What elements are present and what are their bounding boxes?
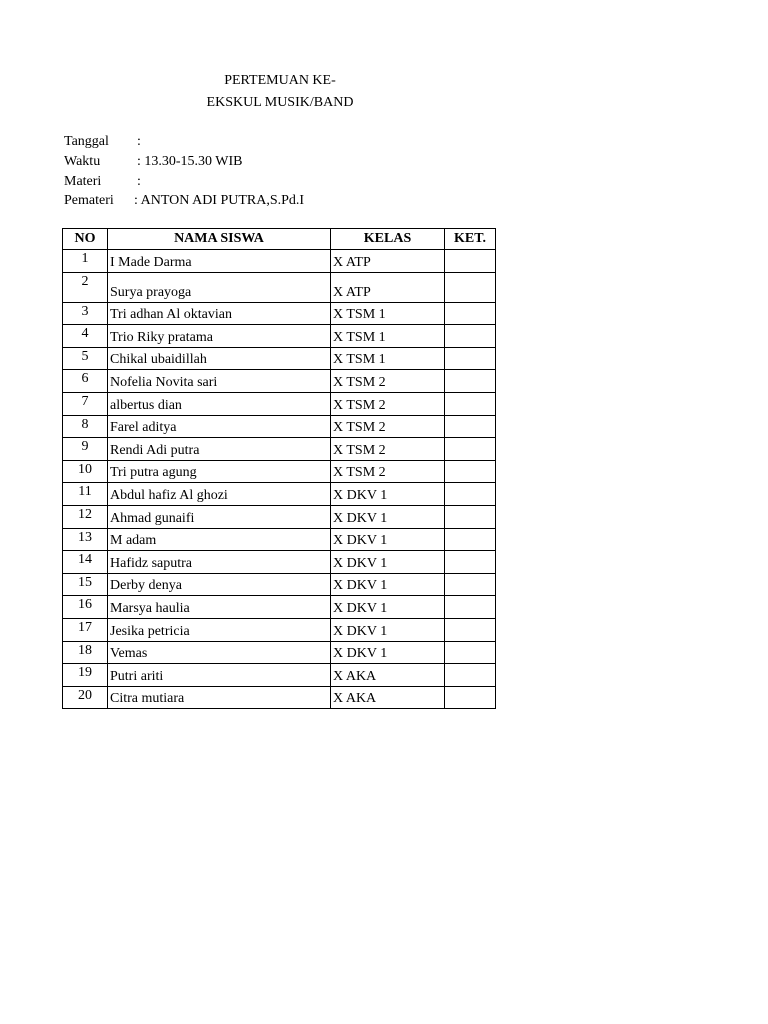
- cell-kelas: X ATP: [331, 272, 445, 302]
- table-row: [63, 415, 496, 438]
- cell-no: 11: [63, 483, 108, 506]
- header-kelas: KELAS: [331, 229, 445, 250]
- cell-kelas: X TSM 2: [331, 370, 445, 393]
- table-row: [63, 618, 496, 641]
- tanggal-value: :: [137, 134, 141, 149]
- cell-nama-siswa: Tri putra agung: [108, 460, 331, 483]
- cell-nama-siswa: Citra mutiara: [108, 686, 331, 709]
- cell-nama-siswa: Derby denya: [108, 573, 331, 596]
- cell-nama-siswa: Surya prayoga: [108, 272, 331, 302]
- cell-no: 13: [63, 528, 108, 551]
- table-row: [63, 392, 496, 415]
- table-header-row: [63, 229, 496, 250]
- cell-nama-siswa: Putri ariti: [108, 664, 331, 687]
- cell-kelas: X TSM 2: [331, 438, 445, 461]
- cell-no: 1: [63, 250, 108, 273]
- cell-nama-siswa: Farel aditya: [108, 415, 331, 438]
- cell-kelas: X DKV 1: [331, 573, 445, 596]
- cell-no: 7: [63, 392, 108, 415]
- cell-nama-siswa: Marsya haulia: [108, 596, 331, 619]
- cell-ket: [445, 641, 496, 664]
- cell-nama-siswa: Jesika petricia: [108, 618, 331, 641]
- cell-kelas: X TSM 2: [331, 415, 445, 438]
- cell-ket: [445, 483, 496, 506]
- cell-nama-siswa: Abdul hafiz Al ghozi: [108, 483, 331, 506]
- document-title-extracurricular: EKSKUL MUSIK/BAND: [206, 95, 354, 110]
- cell-nama-siswa: Hafidz saputra: [108, 551, 331, 574]
- table-row: [63, 664, 496, 687]
- cell-kelas: X DKV 1: [331, 551, 445, 574]
- cell-ket: [445, 415, 496, 438]
- cell-nama-siswa: M adam: [108, 528, 331, 551]
- table-row: [63, 573, 496, 596]
- cell-kelas: X TSM 1: [331, 325, 445, 348]
- cell-ket: [445, 505, 496, 528]
- pemateri-label: Pemateri: [64, 193, 114, 208]
- cell-nama-siswa: Rendi Adi putra: [108, 438, 331, 461]
- table-row: [63, 438, 496, 461]
- cell-no: 3: [63, 302, 108, 325]
- cell-ket: [445, 250, 496, 273]
- table-row: [63, 686, 496, 709]
- cell-no: 8: [63, 415, 108, 438]
- cell-ket: [445, 438, 496, 461]
- table-row: [63, 370, 496, 393]
- cell-kelas: X DKV 1: [331, 483, 445, 506]
- table-body: [63, 250, 496, 709]
- cell-nama-siswa: Nofelia Novita sari: [108, 370, 331, 393]
- cell-ket: [445, 392, 496, 415]
- cell-nama-siswa: Chikal ubaidillah: [108, 347, 331, 370]
- cell-nama-siswa: Tri adhan Al oktavian: [108, 302, 331, 325]
- cell-kelas: X TSM 2: [331, 460, 445, 483]
- cell-no: 2: [63, 272, 108, 302]
- materi-label: Materi: [64, 174, 102, 189]
- cell-no: 19: [63, 664, 108, 687]
- table-row: [63, 325, 496, 348]
- cell-kelas: X TSM 2: [331, 392, 445, 415]
- cell-kelas: X TSM 1: [331, 347, 445, 370]
- header-no: NO: [63, 229, 108, 250]
- cell-ket: [445, 347, 496, 370]
- pemateri-value: : ANTON ADI PUTRA,S.Pd.I: [134, 193, 305, 208]
- cell-kelas: X TSM 1: [331, 302, 445, 325]
- cell-ket: [445, 686, 496, 709]
- table-row: [63, 596, 496, 619]
- document-title-meeting: PERTEMUAN KE-: [224, 73, 336, 88]
- cell-no: 16: [63, 596, 108, 619]
- cell-kelas: X DKV 1: [331, 618, 445, 641]
- cell-no: 14: [63, 551, 108, 574]
- cell-nama-siswa: Ahmad gunaifi: [108, 505, 331, 528]
- cell-no: 12: [63, 505, 108, 528]
- cell-no: 9: [63, 438, 108, 461]
- table-row: [63, 250, 496, 273]
- cell-ket: [445, 460, 496, 483]
- cell-nama-siswa: I Made Darma: [108, 250, 331, 273]
- cell-no: 18: [63, 641, 108, 664]
- cell-ket: [445, 302, 496, 325]
- cell-nama-siswa: Vemas: [108, 641, 331, 664]
- attendance-table: [62, 228, 496, 709]
- cell-ket: [445, 664, 496, 687]
- cell-ket: [445, 370, 496, 393]
- cell-ket: [445, 573, 496, 596]
- table-row: [63, 551, 496, 574]
- cell-nama-siswa: albertus dian: [108, 392, 331, 415]
- cell-kelas: X DKV 1: [331, 528, 445, 551]
- cell-no: 4: [63, 325, 108, 348]
- tanggal-label: Tanggal: [64, 134, 109, 149]
- header-ket: KET.: [445, 229, 496, 250]
- header-nama-siswa: NAMA SISWA: [108, 229, 331, 250]
- cell-no: 17: [63, 618, 108, 641]
- cell-no: 20: [63, 686, 108, 709]
- cell-kelas: X DKV 1: [331, 641, 445, 664]
- waktu-value: : 13.30-15.30 WIB: [137, 154, 243, 169]
- table-row: [63, 272, 496, 302]
- cell-no: 10: [63, 460, 108, 483]
- cell-ket: [445, 551, 496, 574]
- cell-ket: [445, 325, 496, 348]
- cell-kelas: X DKV 1: [331, 596, 445, 619]
- cell-ket: [445, 596, 496, 619]
- table-row: [63, 347, 496, 370]
- table-row: [63, 460, 496, 483]
- cell-ket: [445, 618, 496, 641]
- table-row: [63, 483, 496, 506]
- cell-ket: [445, 528, 496, 551]
- table-row: [63, 528, 496, 551]
- cell-kelas: X DKV 1: [331, 505, 445, 528]
- cell-no: 6: [63, 370, 108, 393]
- waktu-label: Waktu: [64, 154, 101, 169]
- cell-no: 15: [63, 573, 108, 596]
- cell-kelas: X AKA: [331, 664, 445, 687]
- table-row: [63, 505, 496, 528]
- cell-kelas: X AKA: [331, 686, 445, 709]
- cell-no: 5: [63, 347, 108, 370]
- cell-kelas: X ATP: [331, 250, 445, 273]
- cell-nama-siswa: Trio Riky pratama: [108, 325, 331, 348]
- materi-value: :: [137, 174, 141, 189]
- table-row: [63, 302, 496, 325]
- table-row: [63, 641, 496, 664]
- cell-ket: [445, 272, 496, 302]
